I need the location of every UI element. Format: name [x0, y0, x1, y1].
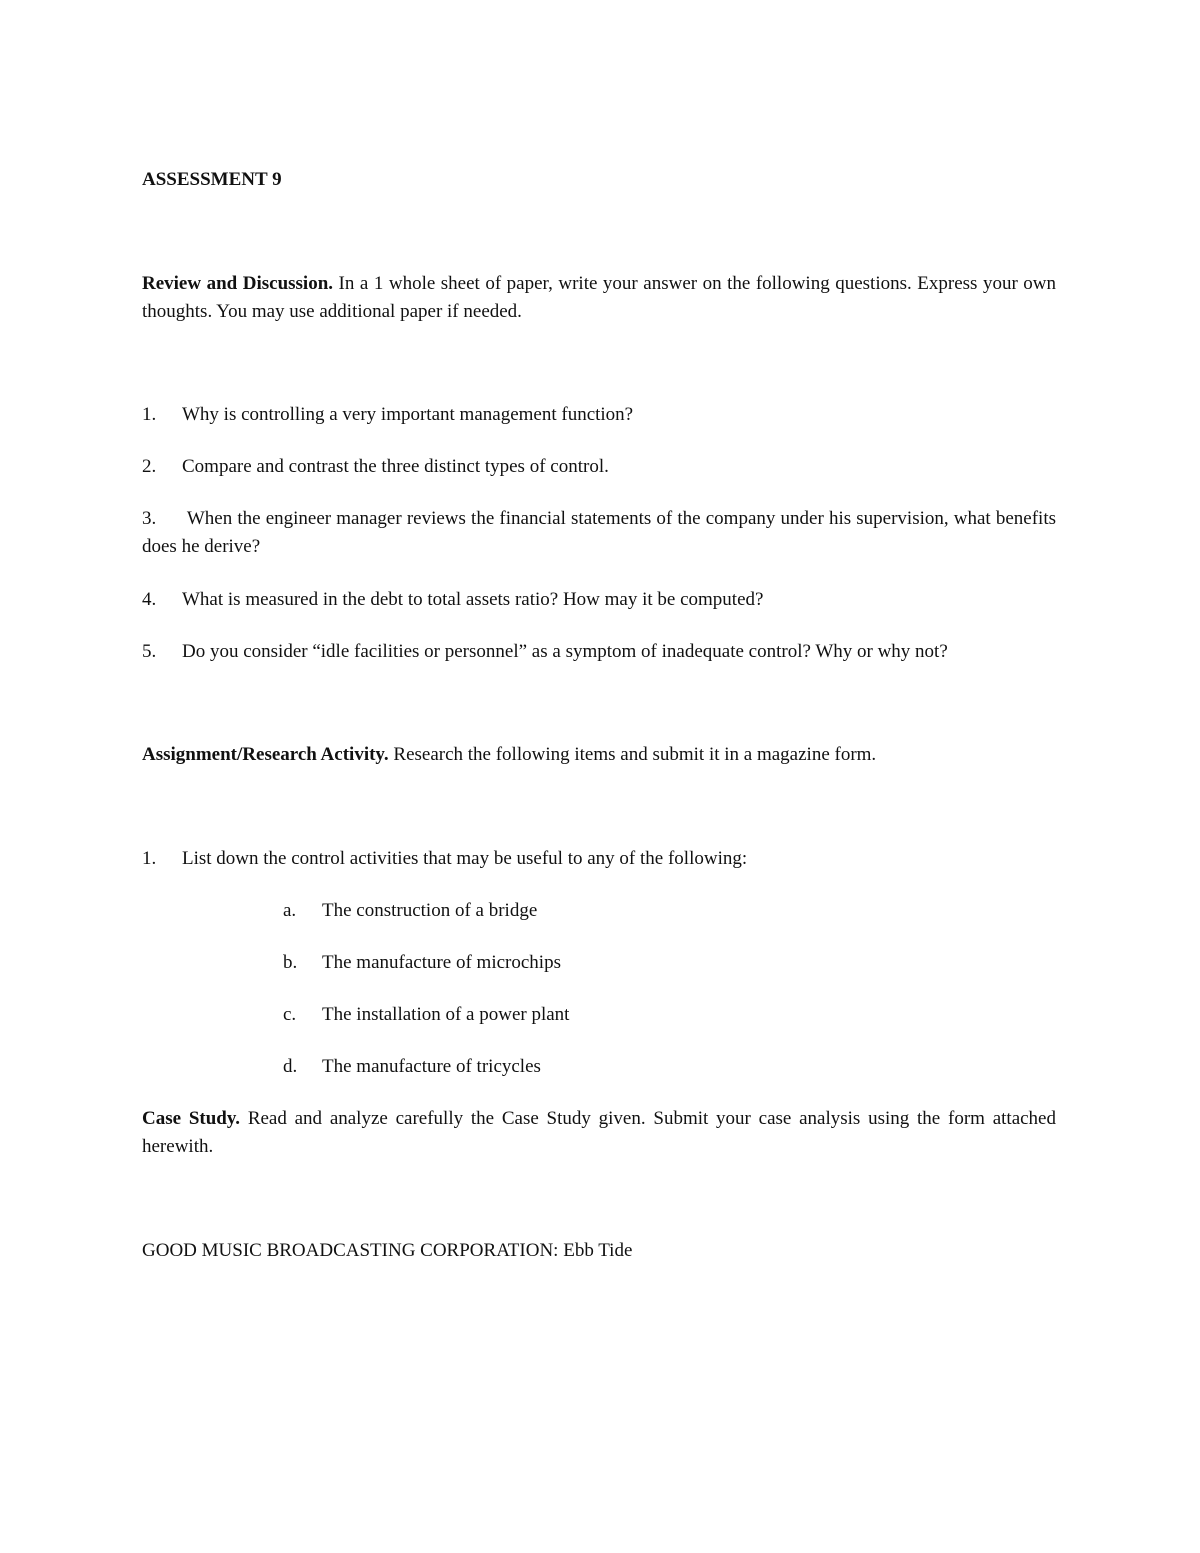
case-study-heading: Case Study.	[142, 1108, 241, 1129]
review-intro: In a 1 whole sheet of paper, write your answer on the following questions. Express your own thoughts. You may use additional paper if needed.	[142, 273, 1057, 322]
case-title: GOOD MUSIC BROADCASTING CORPORATION: Ebb Tide	[142, 1240, 633, 1261]
assignment-intro: Research the following items and submit it in a magazine form.	[388, 744, 877, 765]
case-study-paragraph	[142, 1105, 1056, 1161]
subitem-text: The manufacture of tricycles	[322, 1056, 541, 1077]
subitem-text: The installation of a power plant	[322, 1004, 570, 1025]
question-text: What is measured in the debt to total assets ratio? How may it be computed?	[182, 589, 764, 610]
assignment-paragraph	[142, 741, 876, 769]
assignment-item-number: 1.	[142, 848, 157, 869]
subitem-letter: a.	[283, 900, 297, 921]
case-study-intro: Read and analyze carefully the Case Study given. Submit your case analysis using the form attached herewith.	[142, 1108, 1056, 1157]
subitem-letter: c.	[283, 1004, 297, 1025]
question-3-paragraph	[142, 505, 1056, 561]
question-number: 4.	[142, 589, 157, 610]
question-text: Why is controlling a very important management function?	[182, 404, 634, 425]
review-heading: Review and Discussion.	[142, 273, 334, 294]
subitem-letter: d.	[283, 1056, 298, 1077]
subitem-text: The construction of a bridge	[322, 900, 538, 921]
question-number: 2.	[142, 456, 157, 477]
subitem-text: The manufacture of microchips	[322, 952, 561, 973]
page-title: ASSESSMENT 9	[142, 169, 282, 190]
subitem-letter: b.	[283, 952, 298, 973]
question-text: When the engineer manager reviews the financial statements of the company under his supervision, what benefits does he derive?	[142, 508, 1057, 557]
assignment-heading: Assignment/Research Activity.	[142, 744, 389, 765]
question-number: 5.	[142, 641, 157, 662]
question-number: 1.	[142, 404, 157, 425]
review-paragraph	[142, 270, 1056, 326]
question-text: Compare and contrast the three distinct types of control.	[182, 456, 609, 477]
question-text: Do you consider “idle facilities or personnel” as a symptom of inadequate control? Why or why not?	[182, 641, 948, 662]
question-number: 3.	[142, 508, 157, 529]
assignment-item-text: List down the control activities that may be useful to any of the following:	[182, 848, 748, 869]
